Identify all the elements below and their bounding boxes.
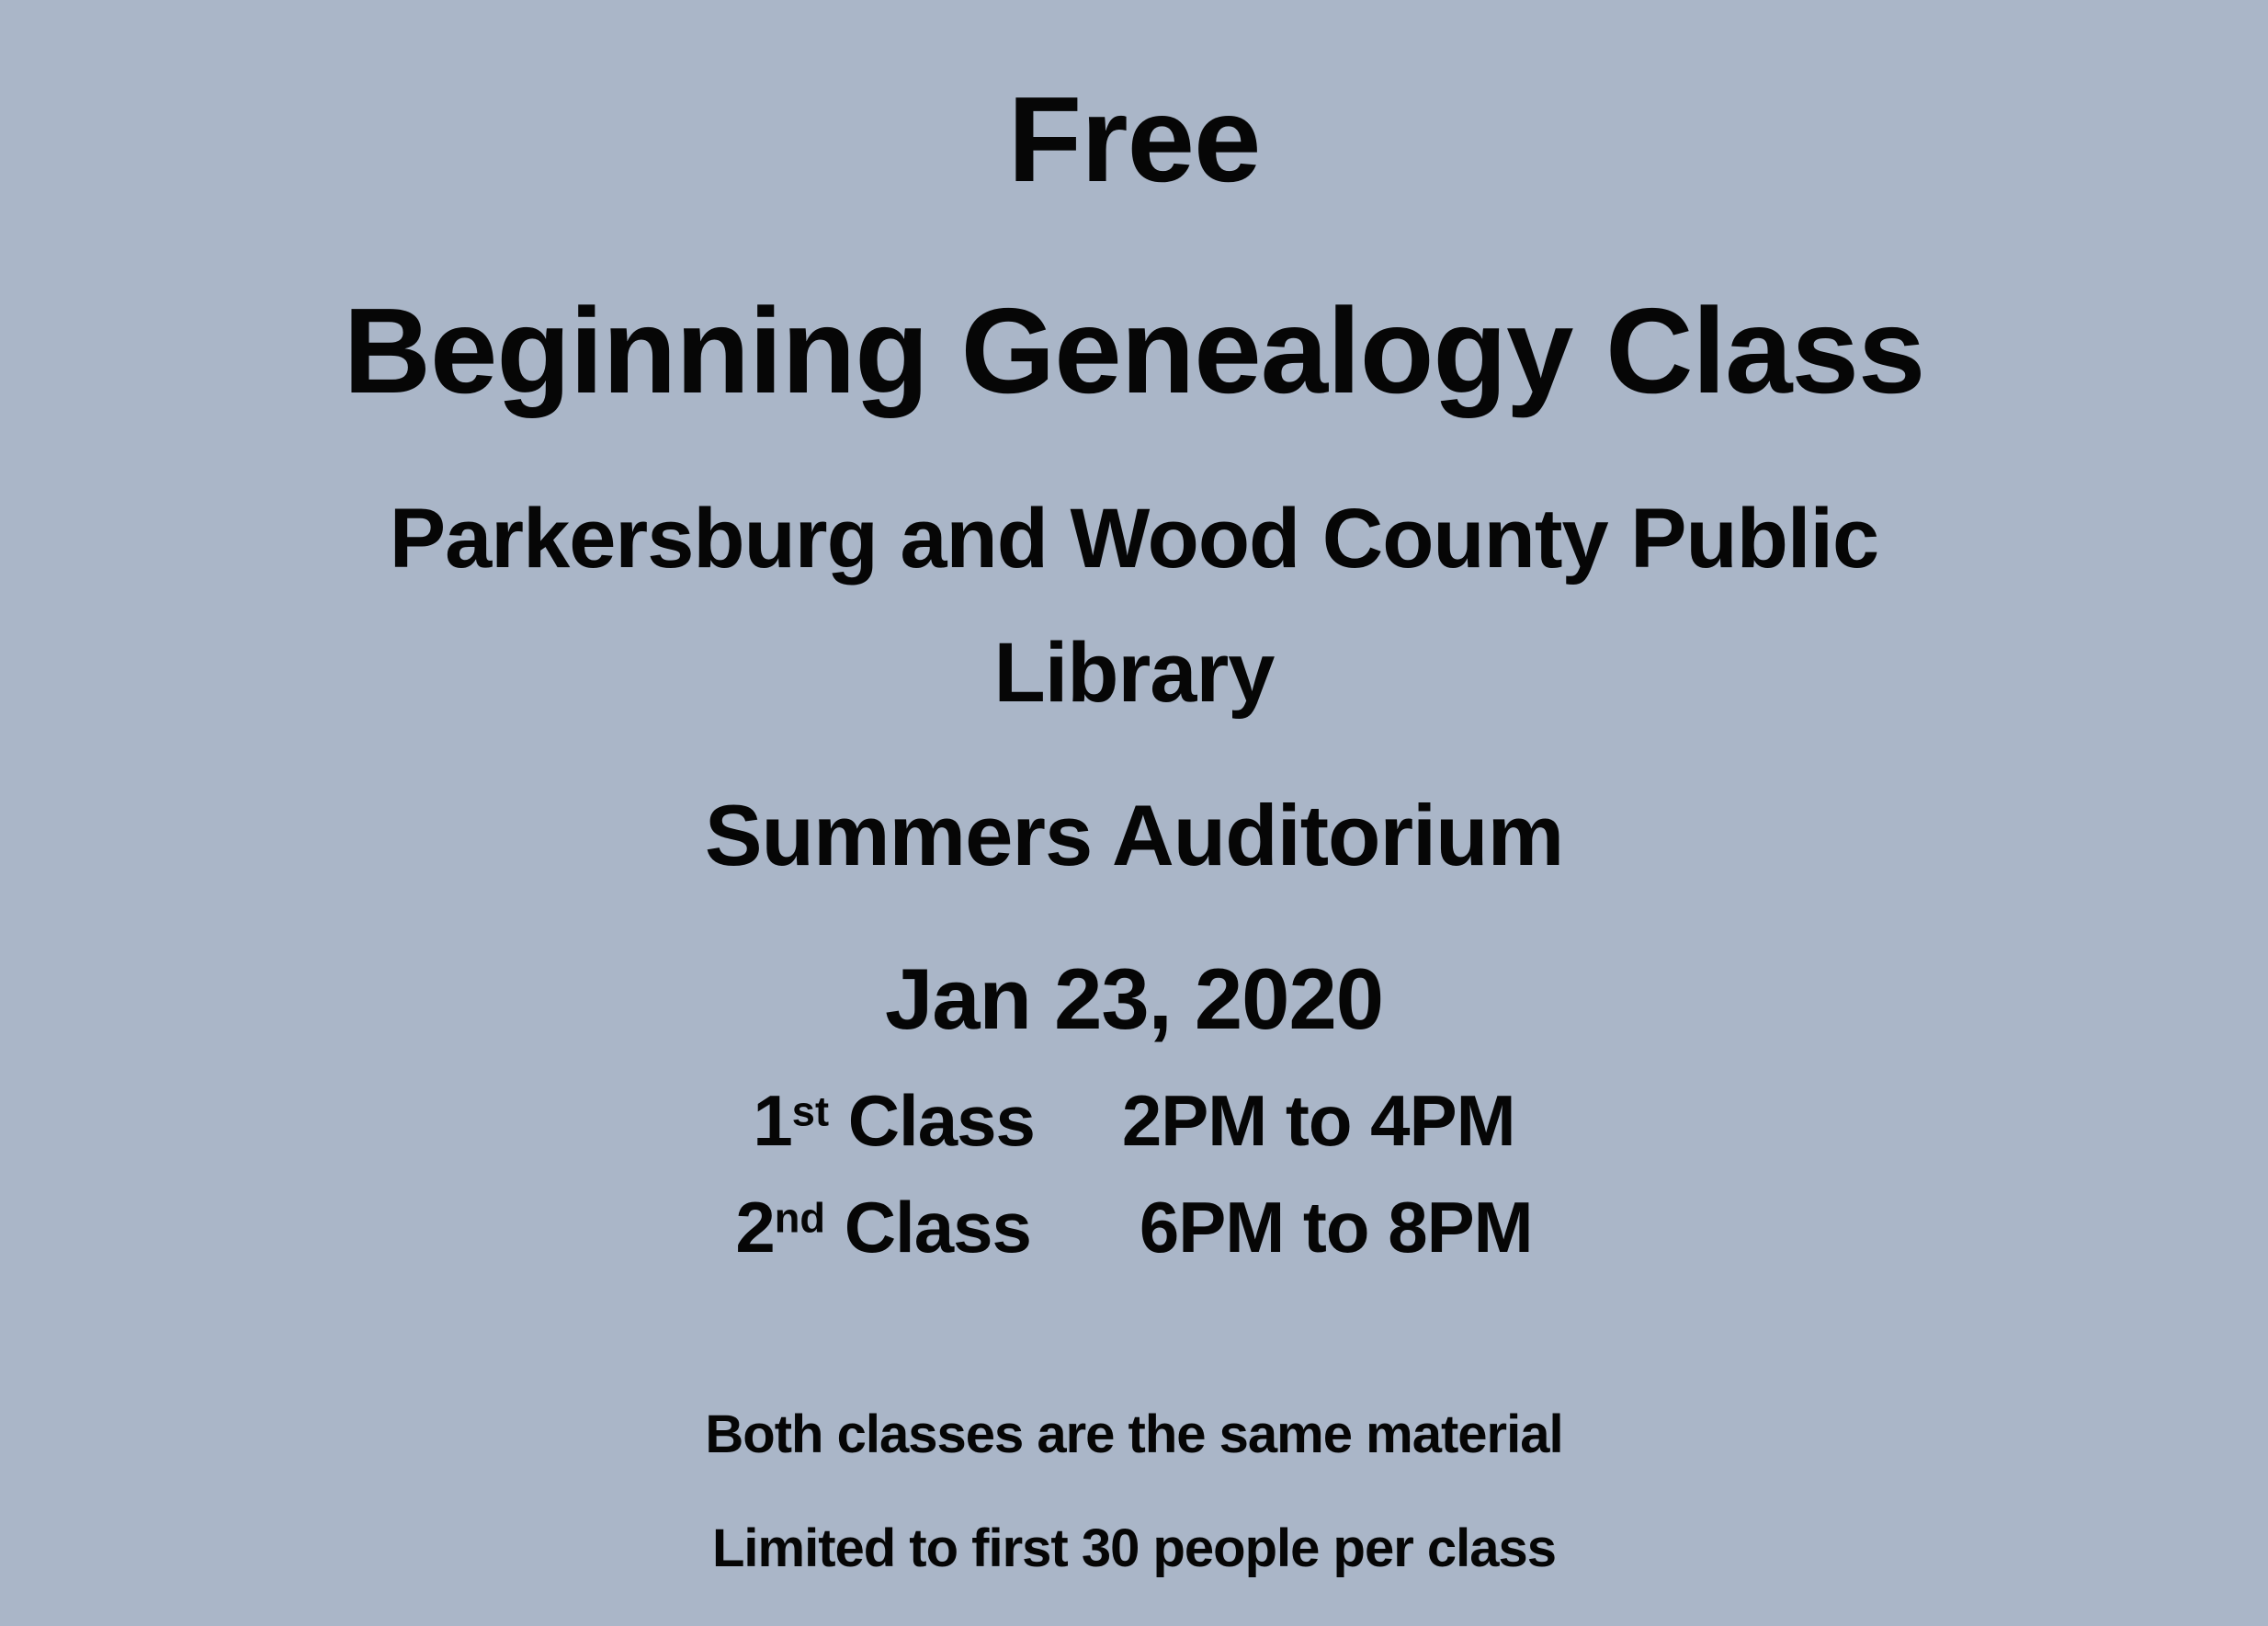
schedule-time: 2PM to 4PM [1121, 1080, 1515, 1161]
schedule-ordinal: 2 [735, 1187, 775, 1268]
schedule-label: Class [847, 1080, 1035, 1161]
schedule-row-first-class [37, 1080, 2231, 1161]
event-date: Jan 23, 2020 [885, 950, 1383, 1047]
schedule-ordinal-suffix: st [791, 1087, 830, 1135]
note-same-material: Both classes are the same material [705, 1404, 1563, 1464]
schedule-row-second-class [37, 1187, 2231, 1268]
venue-room: Summers Auditorium [704, 787, 1564, 883]
schedule-time: 6PM to 8PM [1139, 1187, 1533, 1268]
schedule-label: Class [844, 1187, 1031, 1268]
venue-name-line-2: Library [993, 626, 1275, 720]
venue-name-line-1: Parkersburg and Wood County Public [389, 492, 1879, 586]
poster-title-class-name: Beginning Genealogy Class [343, 283, 1925, 418]
note-capacity-limit: Limited to first 30 people per class [711, 1518, 1557, 1578]
schedule-ordinal-suffix: nd [774, 1194, 826, 1242]
poster-title-free: Free [1007, 72, 1261, 207]
schedule-ordinal: 1 [753, 1080, 792, 1161]
